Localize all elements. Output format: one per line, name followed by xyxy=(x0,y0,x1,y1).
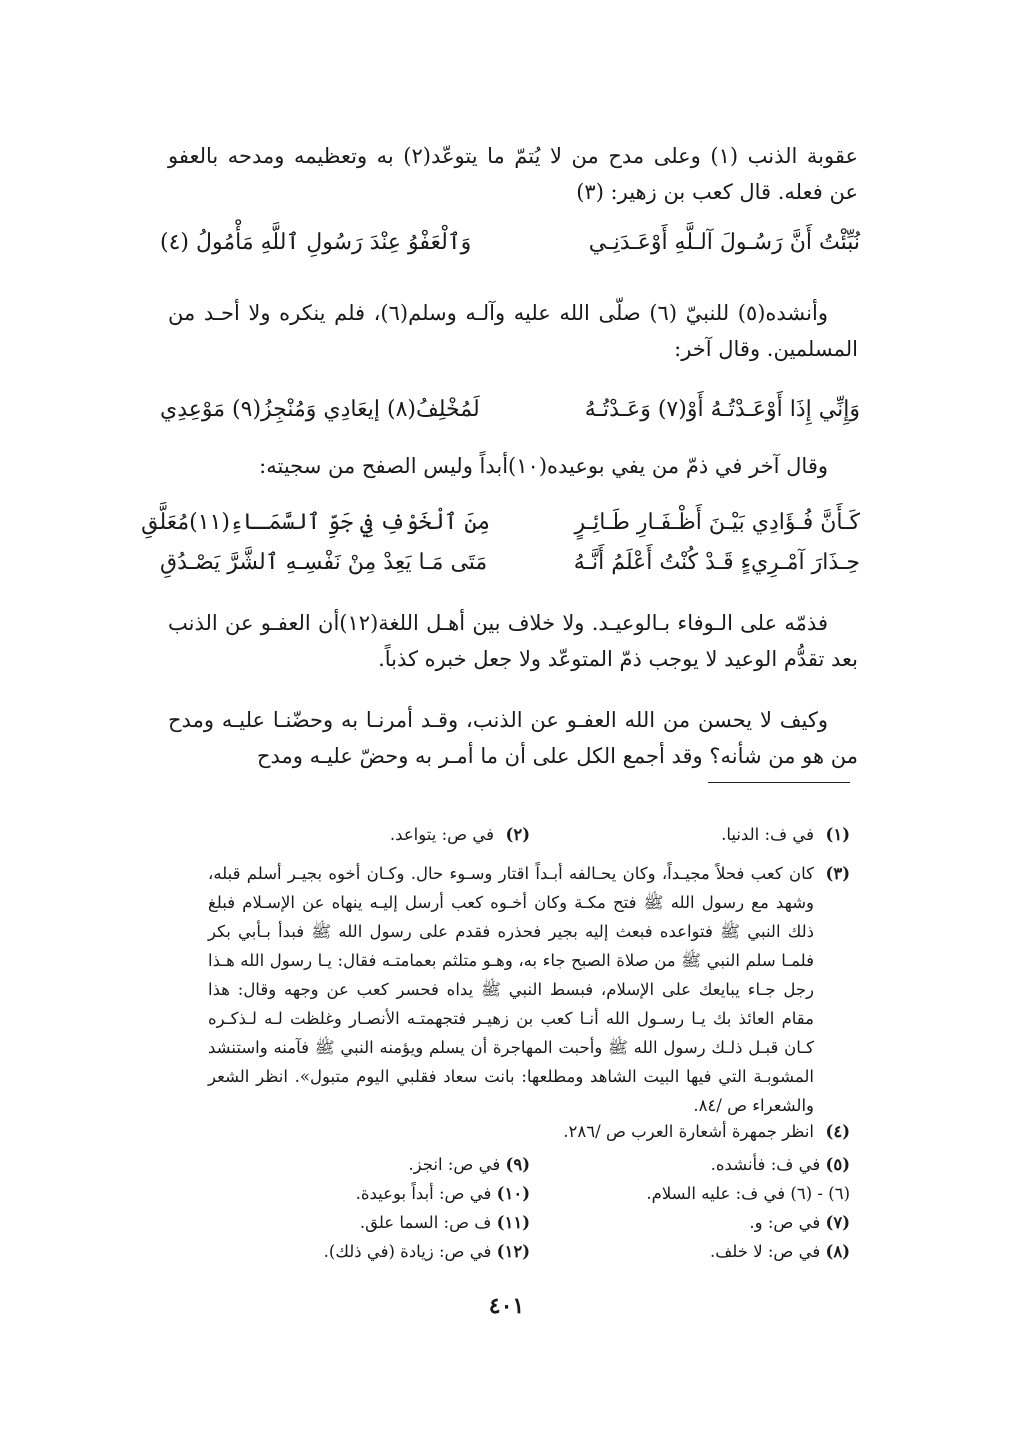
footnote-5-number: (٥) xyxy=(825,1155,850,1174)
verse-2-first-hemistich: وَإِنِّي إِذَا أَوْعَـدْتُـهُ أَوْ(٧) وَعَـدْتُـهُ xyxy=(584,397,860,422)
footnote-3 xyxy=(208,859,850,1120)
verse-1-second-hemistich: وَٱلْعَفْوُ عِنْدَ رَسُولِ ٱللَّهِ مَأْمُولُ (٤) xyxy=(160,230,472,255)
verse-1-first-hemistich: نُبِّئْتُ أَنَّ رَسُـولَ آلـلَّهِ أَوْعَـدَنِـي xyxy=(588,230,860,255)
footnote-4-number: (٤) xyxy=(825,1122,850,1141)
footnotes-1-2 xyxy=(208,820,850,849)
paragraph-2 xyxy=(168,295,858,367)
footnote-9 xyxy=(210,1150,530,1179)
footnote-8-text: في ص: لا خلف. xyxy=(709,1242,821,1261)
footnote-6-text: في ف: عليه السلام. xyxy=(646,1184,786,1203)
footnote-1-text: في ف: الدنيا. xyxy=(721,825,814,844)
footnote-row-7-11 xyxy=(208,1208,850,1237)
verse-4-first-hemistich: حِـذَارَ آمْـرِيءٍ قَـدْ كُنْتُ أَعْلَمُ أَنَّـهُ xyxy=(573,550,860,575)
footnote-2-text: في ص: يتواعد. xyxy=(389,825,494,844)
footnote-1 xyxy=(530,820,850,849)
footnote-row-5-9 xyxy=(208,1150,850,1179)
footnote-8 xyxy=(530,1237,850,1266)
footnote-7-text: في ص: و. xyxy=(749,1213,821,1232)
footnote-11-text: ف ص: السما علق. xyxy=(359,1213,492,1232)
footnote-10-text: في ص: أبداً بوعيدة. xyxy=(355,1184,492,1203)
paragraph-3 xyxy=(168,448,858,484)
footnote-row-8-12 xyxy=(208,1237,850,1266)
footnote-5-text: في ف: فأنشده. xyxy=(710,1155,821,1174)
footnote-2-number: (٢) xyxy=(505,825,530,844)
footnotes-5-12 xyxy=(208,1150,850,1266)
footnote-7-number: (٧) xyxy=(825,1213,850,1232)
footnote-separator xyxy=(708,782,850,783)
footnote-10 xyxy=(210,1179,530,1208)
verse-3-first-hemistich: كَـأَنَّ فُـؤَادِي بَيْـنَ أَظْـفَـارِ طَـائِـرٍ xyxy=(574,510,860,535)
verse-3 xyxy=(141,505,860,581)
footnote-6-number: (٦) - (٦) xyxy=(790,1184,850,1203)
footnote-11 xyxy=(210,1208,530,1237)
footnote-12-number: (١٢) xyxy=(496,1242,530,1261)
footnote-4-text: انظر جمهرة أشعارة العرب ص /٢٨٦. xyxy=(563,1122,814,1141)
verse-3-second-hemistich: مِنَ ٱلْخَوْفِ فِي جَوِّ ٱلسَّمَـاءِ(١١)مُعَلَّقِ xyxy=(141,510,490,535)
footnote-7 xyxy=(530,1208,850,1237)
footnote-4-row xyxy=(208,1117,850,1146)
footnote-4 xyxy=(208,1117,850,1146)
footnote-3-row xyxy=(208,859,850,1120)
footnote-row-6-10 xyxy=(208,1179,850,1208)
footnote-3-text: كان كعب فحلاً مجيـداً، وكان يحـالفه أبـداً اقتار وسـوء حال. وكـان أخوه بجيـر أسلم قبله، وشهد مع رسول الله ﷺ فتح مكـة وكان أخـوه كعب أرسل إليـه ينهاه عن الإسـلام فبلغ ذلك النبي ﷺ فتواعده فبعث إليه بجير فحذره فقدم على رسول الله ﷺ فبدأ بـأبي بكر فلمـا سلم النبي ﷺ من صلاة الصبح جاء به، وهـو متلثم بعمامتـه فقال: يـا رسول الله هـذا رجل جـاء يبايعك على الإسلام، فبسط النبي ﷺ يداه فحسر كعب عن وجهه وقال: هذا مقام العائذ بك يـا رسـول الله أنـا كعب بن زهيـر فتجهمتـه الأنصـار وغلظت لـه لـذكـره كـان قبـل ذلـك رسول الله ﷺ وأحبت المهاجرة أن يسلم ويؤمنه النبي ﷺ فآمنه واستنشد المشوبـة التي فيها البيت الشاهد ومطلعها: بانت سعاد فقلبي اليوم متبول». انظر الشعر والشعراء ص /٨٤. xyxy=(208,864,815,1115)
footnote-5 xyxy=(530,1150,850,1179)
footnote-3-number: (٣) xyxy=(825,864,850,883)
paragraph-1 xyxy=(168,138,858,210)
paragraph-5 xyxy=(168,702,858,774)
footnote-10-number: (١٠) xyxy=(496,1184,530,1203)
verse-1 xyxy=(160,225,860,261)
verse-4-row xyxy=(160,545,860,581)
footnote-8-number: (٨) xyxy=(825,1242,850,1261)
verse-4-second-hemistich: مَتَى مَـا يَعِدْ مِنْ نَفْسِـهِ ٱلشَّرَّ يَصْـدُقِ xyxy=(160,550,488,575)
footnote-12-text: في ص: زيادة (في ذلك). xyxy=(323,1242,492,1261)
verse-1-row xyxy=(160,225,860,261)
paragraph-5-text: وكيف لا يحسن من الله العفـو عن الذنب، وقـد أمرنـا به وحضّنـا عليـه ومدح من هو من شأنه؟ وقد أجمع الكل على أن ما أمـر به وحضّ عليـه ومدح xyxy=(168,708,858,768)
paragraph-2-text: وأنشده(٥) للنبيّ (٦) صلّى الله عليه وآلـه وسلم(٦)، فلم ينكره ولا أحـد من المسلمين. وقال آخر: xyxy=(168,301,858,361)
page-number: ٤٠١ xyxy=(488,1293,525,1319)
paragraph-4 xyxy=(168,605,858,677)
paragraph-1-line-2: عن فعله. قال كعب بن زهير: (٣) xyxy=(576,180,858,204)
footnote-1-number: (١) xyxy=(825,825,850,844)
paragraph-4-text: فذمّه على الـوفاء بـالوعيـد. ولا خلاف بين أهـل اللغة(١٢)أن العفـو عن الذنب بعد تقدُّم الوعيد لا يوجب ذمّ المتوعّد ولا جعل خبره كذباً. xyxy=(168,611,858,671)
footnote-12 xyxy=(210,1237,530,1266)
verse-2 xyxy=(160,392,860,428)
verse-2-row xyxy=(160,392,860,428)
footnote-11-number: (١١) xyxy=(496,1213,530,1232)
footnote-6 xyxy=(530,1179,850,1208)
verse-3-row xyxy=(141,505,860,541)
paragraph-3-text: وقال آخر في ذمّ من يفي بوعيده(١٠)أبداً وليس الصفح من سجيته: xyxy=(259,454,828,478)
footnote-9-number: (٩) xyxy=(505,1155,530,1174)
verse-2-second-hemistich: لَمُخْلِفُ(٨) إيعَادِي وَمُنْجِزُ(٩) مَوْعِدِي xyxy=(160,397,480,422)
footnote-row-1-2 xyxy=(208,820,850,849)
footnote-2 xyxy=(210,820,530,849)
paragraph-1-line-1: عقوبة الذنب (١) وعلى مدح من لا يُتمّ ما يتوعّد(٢) به وتعظيمه ومدحه بالعفو xyxy=(168,144,858,168)
footnote-9-text: في ص: انجز. xyxy=(408,1155,501,1174)
